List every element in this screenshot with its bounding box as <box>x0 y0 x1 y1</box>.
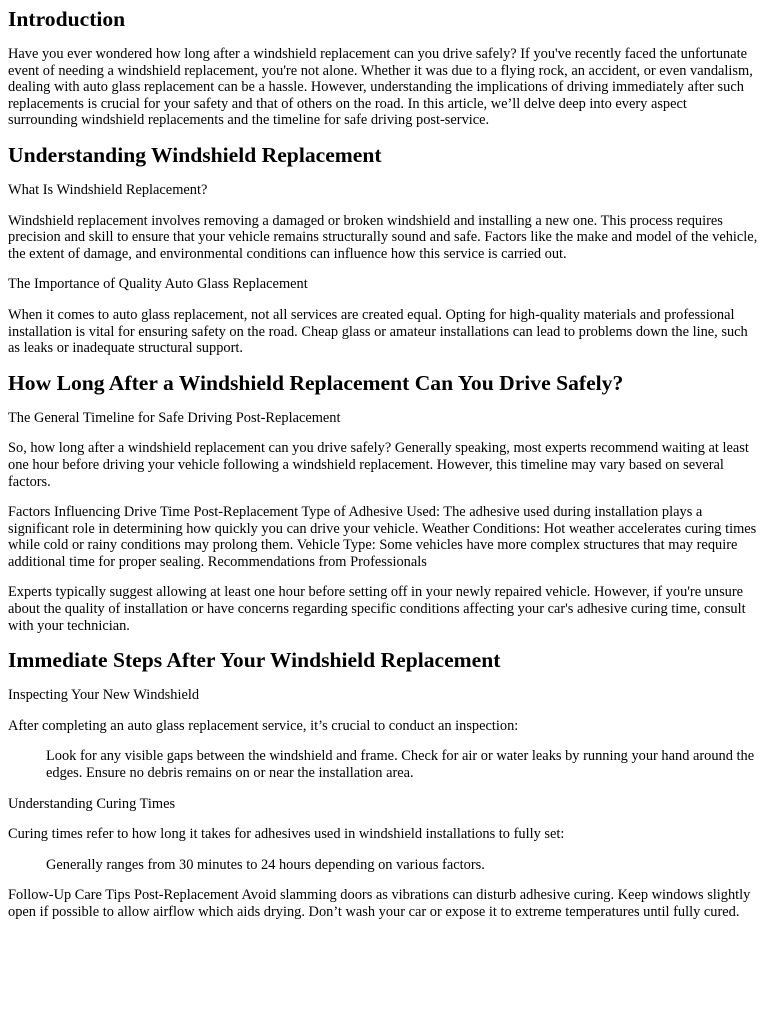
intro-paragraph: Have you ever wondered how long after a windshield replacement can you drive safely? If you've recently faced the unfortunate event of needing a windshield replacement, you're not alone. Whether it was due to a flying rock, an accident, or even vandalism, dealing with auto glass replacement can be a hassle. However, understanding the implications of driving immediately after such replacements is crucial for your safety and that of others on the road. In this article, we’ll delve deep into every aspect surrounding windshield replacements and the timeline for safe driving post-service. <box>8 46 753 129</box>
curing-paragraph: Curing times refer to how long it takes for adhesives used in windshield installations to fully set: <box>8 826 565 843</box>
intro-heading: Introduction <box>8 7 126 31</box>
factors-paragraph: Factors Influencing Drive Time Post-Replacement Type of Adhesive Used: The adhesive used during installation plays a significant role in determining how quickly you can drive your vehicle. Weather Conditions: Hot weather accelerates curing times while cold or rainy conditions may prolong them. Vehicle Type: Some vehicles have more complex structures that may require additional time for proper sealing. Recommendations from Professionals <box>8 504 757 570</box>
how-long-heading: How Long After a Windshield Replacement Can You Drive Safely? <box>8 370 624 395</box>
follow-up-paragraph: Follow-Up Care Tips Post-Replacement Avoid slamming doors as vibrations can disturb adhesive curing. Keep windows slightly open if possible to allow airflow which aids drying. Don’t wash your car or expose it to extreme temperatures until fully cured. <box>8 887 751 920</box>
what-is-subheading: What Is Windshield Replacement? <box>8 181 208 198</box>
inspecting-subheading: Inspecting Your New Windshield <box>8 687 200 704</box>
steps-heading: Immediate Steps After Your Windshield Replacement <box>8 648 501 673</box>
inspecting-checklist: Look for any visible gaps between the windshield and frame. Check for air or water leaks by running your hand around the edges. Ensure no debris remains on or near the installation area. <box>46 748 755 782</box>
timeline-paragraph: So, how long after a windshield replacement can you drive safely? Generally speaking, most experts recommend waiting at least one hour before driving your vehicle following a windshield replacement. However, this timeline may vary based on several factors. <box>8 440 749 490</box>
timeline-subheading: The General Timeline for Safe Driving Post-Replacement <box>8 409 341 426</box>
curing-subheading: Understanding Curing Times <box>8 795 176 812</box>
importance-subheading: The Importance of Quality Auto Glass Replacement <box>8 276 308 293</box>
curing-range-note: Generally ranges from 30 minutes to 24 hours depending on various factors. <box>46 856 485 873</box>
what-is-paragraph: Windshield replacement involves removing a damaged or broken windshield and installing a new one. This process requires precision and skill to ensure that your vehicle remains structurally sound and safe. Factors like the make and model of the vehicle, the extent of damage, and environmental conditions can influence how this service is carried out. <box>8 212 758 262</box>
experts-paragraph: Experts typically suggest allowing at least one hour before setting off in your newly repaired vehicle. However, if you're unsure about the quality of installation or have concerns regarding specific conditions affecting your car's adhesive curing time, consult with your technician. <box>8 584 746 634</box>
understanding-heading: Understanding Windshield Replacement <box>8 142 382 167</box>
importance-paragraph: When it comes to auto glass replacement, not all services are created equal. Opting for high-quality materials and professional installation is vital for ensuring safety on the road. Cheap glass or amateur installations can lead to problems down the line, such as leaks or inadequate structural support. <box>8 306 748 357</box>
inspecting-paragraph: After completing an auto glass replacement service, it’s crucial to conduct an inspection: <box>8 717 519 734</box>
